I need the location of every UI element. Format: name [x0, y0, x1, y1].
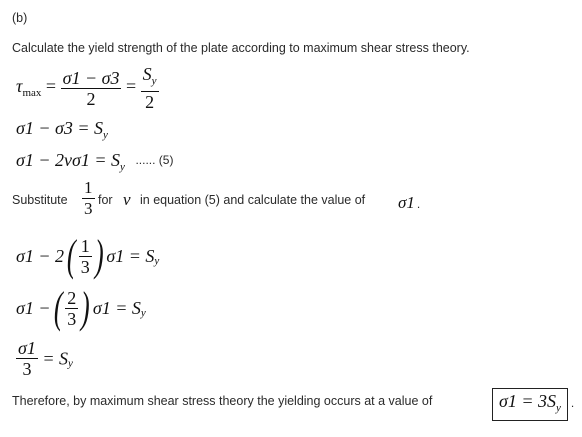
substitute-frac-num: 1	[84, 178, 93, 197]
eq4-suffix: σ1 = S	[106, 246, 155, 266]
eq3-sub: y	[120, 161, 125, 173]
nu-symbol: ν	[123, 190, 131, 209]
eq1-frac-1	[61, 68, 122, 109]
eq5-sub: y	[140, 307, 146, 320]
eq1-den-1: 2	[86, 88, 96, 109]
eq4-prefix: σ1 − 2	[16, 246, 65, 266]
part-label: (b)	[12, 11, 28, 25]
right-paren: )	[94, 231, 104, 280]
equation-sub-1	[16, 231, 160, 280]
substitute-fraction	[82, 178, 95, 219]
substitute-for: for	[98, 193, 113, 207]
eq1-lhs-sub: max	[22, 87, 42, 100]
final-answer	[492, 388, 574, 421]
substitute-rest: in equation (5) and calculate the value of	[140, 193, 366, 207]
eq6-suffix: = S	[42, 348, 69, 369]
equation-2	[16, 118, 108, 145]
substitute-word: Substitute	[12, 193, 68, 207]
eq2-text: σ1 − σ3 = S	[16, 118, 104, 138]
eq1-num-2: $S_y$	[141, 64, 159, 92]
conclusion-text: Therefore, by maximum shear stress theory the yielding occurs at a value of	[12, 394, 433, 408]
answer-box: $\sigma 1 = 3S_y$	[492, 388, 568, 421]
equation-5	[16, 150, 173, 177]
eq1-frac-2	[141, 64, 159, 112]
answer-period: .	[570, 396, 575, 410]
equation-sub-2	[16, 283, 146, 332]
eq2-sub: y	[103, 129, 108, 141]
eq6-frac: $\frac{\sigma 1}{3}$	[18, 338, 36, 379]
eq5-suffix: σ1 = S	[92, 298, 141, 318]
left-paren: (	[66, 231, 76, 280]
eq6-sub: y	[68, 357, 73, 370]
eq5-frac: $\frac{2}{3}$	[67, 287, 77, 329]
equation-tau-max: $\tau_{max}$ = $\frac{\sigma 1 - \sigma 3}{2}$ = $\frac{S_y}{2}$	[16, 64, 157, 112]
left-paren: (	[53, 283, 63, 332]
eq4-sub: y	[154, 255, 160, 268]
eq3-tag: ...... (5)	[135, 153, 174, 167]
equation-sub-3	[16, 338, 73, 379]
eq1-num-1: σ1 − σ3	[62, 67, 120, 88]
eq4-frac: $\frac{1}{3}$	[80, 235, 90, 277]
substitute-target: σ1 .	[398, 193, 421, 212]
eq1-den-2: 2	[145, 92, 155, 112]
eq3-text: σ1 − 2νσ1 = S	[16, 150, 121, 170]
right-paren: )	[81, 283, 90, 332]
substitute-frac-den: 3	[84, 199, 93, 218]
eq5-prefix: σ1 −	[16, 298, 51, 318]
intro-text: Calculate the yield strength of the plate according to maximum shear stress theory.	[12, 41, 470, 55]
eq1-lhs: τ	[16, 76, 23, 97]
